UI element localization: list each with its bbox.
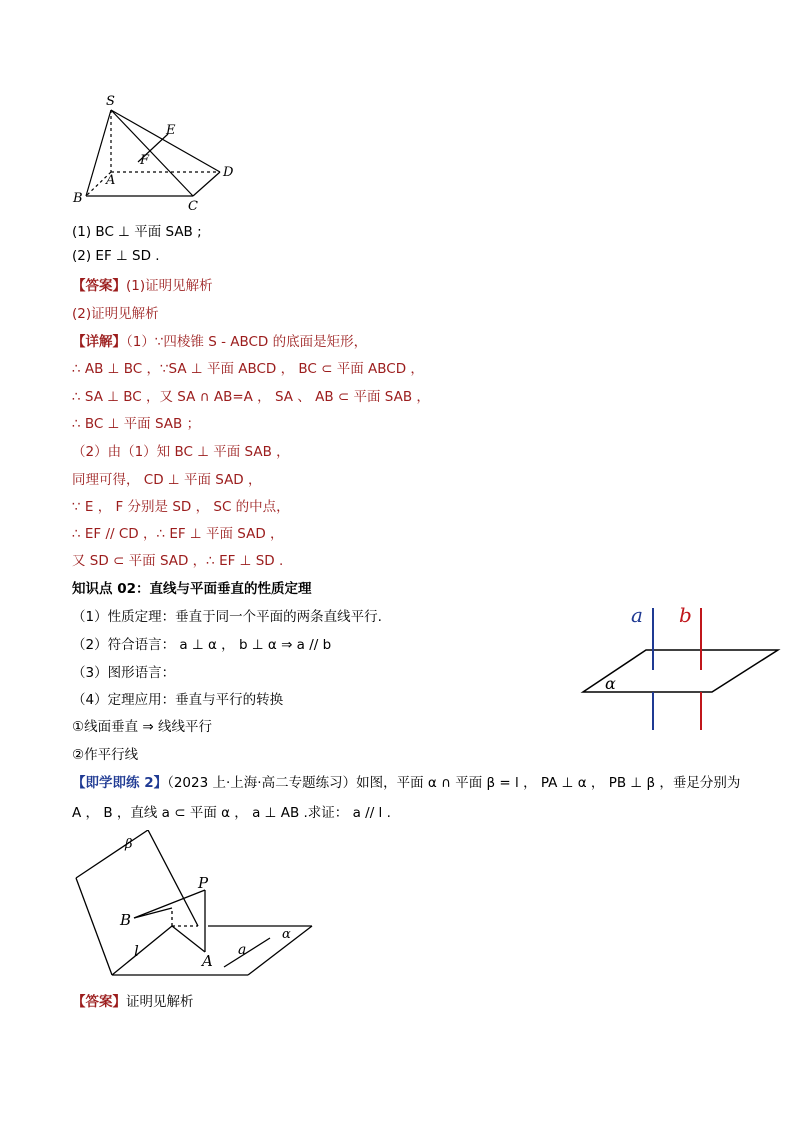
label-a: a — [631, 603, 643, 627]
perpendicular-lines-figure — [578, 600, 784, 735]
label-P: P — [198, 874, 209, 892]
label-B: B — [73, 191, 83, 206]
detail-tag: 【详解】 — [72, 334, 126, 350]
detail-line-1 — [72, 330, 367, 350]
label-C: C — [188, 199, 198, 214]
exercise-tag: 【即学即练 2】 — [72, 775, 168, 791]
label-D: D — [223, 165, 234, 180]
label-alpha2: α — [282, 927, 291, 942]
property-3: （3）图形语言： — [72, 665, 176, 681]
label-b: b — [679, 603, 692, 627]
answer-2: (2)证明见解析 — [72, 306, 159, 322]
detail-line-8: ∴ EF // CD ，∴ EF ⊥ 平面 SAD ， — [72, 526, 284, 542]
detail-line-9: 又 SD ⊂ 平面 SAD ，∴ EF ⊥ SD . — [72, 553, 284, 569]
label-S: S — [106, 94, 115, 109]
detail-text-1: （1）∵四棱锥 S - ABCD 的底面是矩形， — [126, 334, 368, 350]
detail-line-4: ∴ BC ⊥ 平面 SAB ； — [72, 416, 201, 432]
two-planes-figure — [68, 830, 318, 980]
detail-line-2: ∴ AB ⊥ BC ，∵SA ⊥ 平面 ABCD ， BC ⊂ 平面 ABCD ， — [72, 361, 424, 377]
answer-tag: 【答案】 — [72, 278, 126, 294]
answer-tag-2: 【答案】 — [72, 994, 126, 1010]
detail-line-6: 同理可得， CD ⊥ 平面 SAD ， — [72, 472, 262, 488]
answer-text-2: 证明见解析 — [126, 994, 194, 1010]
exercise-text-1: 如图，平面 α ∩ 平面 β = l ， PA ⊥ α ， PB ⊥ β ，垂足分别为 — [356, 775, 741, 791]
label-E: E — [166, 123, 176, 138]
property-5: ①线面垂直 ⇒ 线线平行 — [72, 719, 212, 735]
property-4: （4）定理应用：垂直与平行的转换 — [72, 692, 284, 708]
answer-text: (1)证明见解析 — [126, 278, 213, 294]
pyramid-figure — [68, 92, 238, 217]
label-F: F — [140, 153, 150, 168]
question-1: (1) BC ⊥ 平面 SAB ; — [72, 224, 202, 240]
label-A: A — [106, 173, 116, 188]
label-l: l — [134, 942, 139, 960]
property-6: ②作平行线 — [72, 747, 139, 763]
detail-line-3: ∴ SA ⊥ BC ，又 SA ∩ AB=A ， SA 、 AB ⊂ 平面 SAB ， — [72, 389, 430, 405]
exercise-source: （2023 上·上海·高二专题练习） — [167, 775, 357, 791]
detail-line-7: ∵ E ， F 分别是 SD ， SC 的中点， — [72, 499, 290, 515]
label-B2: B — [120, 911, 132, 929]
label-a2: a — [238, 942, 247, 958]
exercise-line-1 — [72, 771, 740, 791]
label-A2: A — [202, 952, 213, 970]
label-beta: β — [125, 837, 133, 852]
detail-line-5: （2）由（1）知 BC ⊥ 平面 SAB ， — [72, 444, 290, 460]
section-title: 知识点 02：直线与平面垂直的性质定理 — [72, 581, 312, 597]
question-2: (2) EF ⊥ SD . — [72, 248, 160, 264]
property-2: （2）符合语言： a ⊥ α ， b ⊥ α ⇒ a // b — [72, 637, 332, 653]
property-1: （1）性质定理：垂直于同一个平面的两条直线平行. — [72, 609, 382, 625]
answer-1 — [72, 274, 213, 294]
answer-line-2 — [72, 990, 194, 1010]
exercise-line-2: A ， B ，直线 a ⊂ 平面 α ， a ⊥ AB .求证： a // l . — [72, 805, 391, 821]
label-alpha: α — [605, 674, 616, 693]
